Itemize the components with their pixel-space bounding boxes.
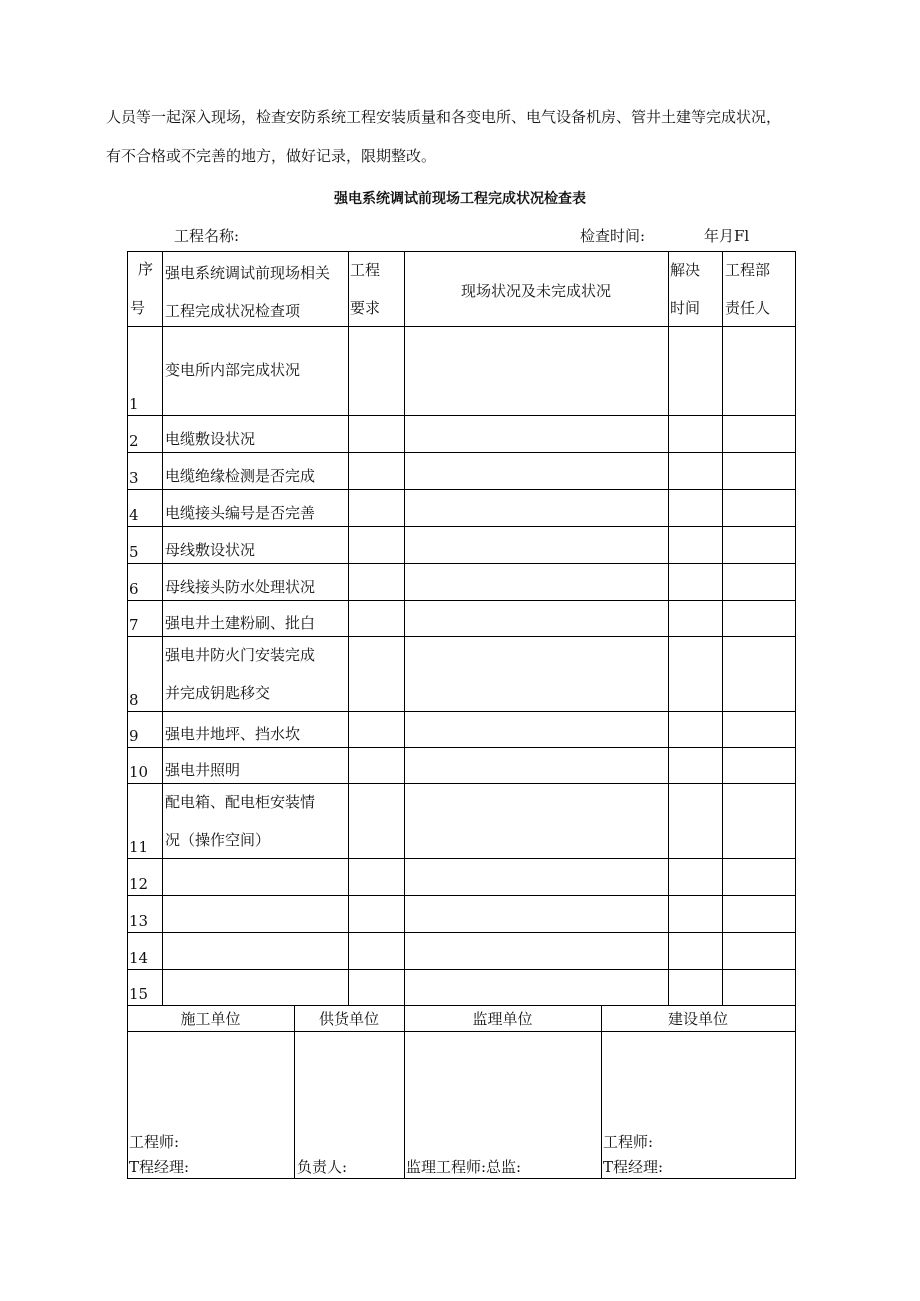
row-item-line2: 并完成钥匙移交 — [165, 684, 271, 702]
row-number: 8 — [129, 691, 139, 709]
row-border — [127, 932, 796, 933]
row-border — [127, 858, 796, 859]
signature-header-border — [127, 1031, 796, 1032]
signature-supervision-engineer-label: 监理工程师:总监: — [406, 1158, 522, 1176]
row-item-line1: 配电箱、配电柜安装情 — [165, 793, 316, 811]
column-border — [348, 251, 349, 1006]
row-item-line2: 况（操作空间） — [165, 831, 271, 849]
row-item: 母线敷设状况 — [165, 541, 256, 559]
row-item: 电缆接头编号是否完善 — [165, 504, 316, 522]
signature-supplier-unit: 供货单位 — [318, 1010, 379, 1028]
row-border — [127, 600, 796, 601]
row-number: 5 — [129, 543, 139, 561]
row-number: 4 — [129, 506, 139, 524]
row-border — [127, 452, 796, 453]
row-item: 强电井地坪、挡水坎 — [165, 725, 301, 743]
header-bottom-border — [127, 326, 796, 327]
column-border — [162, 251, 163, 1006]
header-time-line1: 解决 — [670, 261, 701, 279]
column-border — [127, 251, 128, 1006]
row-number: 15 — [129, 985, 149, 1003]
signature-column-border — [294, 1005, 295, 1179]
row-item-line1: 强电井防火门安装完成 — [165, 646, 316, 664]
column-border — [795, 251, 796, 1006]
row-number: 10 — [129, 763, 149, 781]
row-border — [127, 783, 796, 784]
row-item: 强电井照明 — [165, 761, 241, 779]
header-seq-line1: 序 — [138, 260, 154, 278]
header-item-line2: 工程完成状况检查项 — [165, 302, 301, 320]
signature-column-border — [601, 1005, 602, 1179]
signature-column-border — [795, 1005, 796, 1179]
row-border — [127, 526, 796, 527]
header-item-line1: 强电系统调试前现场相关 — [165, 264, 331, 282]
header-requirement-line2: 要求 — [350, 299, 381, 317]
date-value: 年月Fl — [704, 227, 750, 245]
row-border — [127, 563, 796, 564]
signature-owner-engineer-label: 工程师: — [603, 1133, 654, 1151]
page-title: 强电系统调试前现场工程完成状况检查表 — [334, 191, 586, 207]
row-number: 1 — [129, 395, 139, 413]
row-border — [127, 489, 796, 490]
row-border — [127, 415, 796, 416]
row-border — [127, 1005, 796, 1006]
row-border — [127, 636, 796, 637]
intro-paragraph-line1: 人员等一起深入现场，检查安防系统工程安装质量和各变电所、电气设备机房、管井土建等完成状况， — [106, 108, 782, 126]
row-number: 7 — [129, 616, 139, 634]
header-requirement-line1: 工程 — [350, 261, 381, 279]
signature-column-border — [404, 1005, 405, 1179]
row-border — [127, 747, 796, 748]
header-seq-line2: 号 — [130, 299, 146, 317]
header-time-line2: 时间 — [670, 299, 701, 317]
check-time-label: 检查时间: — [580, 227, 646, 245]
signature-responsible-label: 负责人: — [297, 1158, 348, 1176]
row-number: 11 — [129, 838, 149, 856]
row-border — [127, 711, 796, 712]
column-border — [404, 251, 405, 1006]
table-top-border — [127, 251, 796, 252]
row-number: 12 — [129, 875, 149, 893]
signature-manager-label: T程经理: — [129, 1158, 190, 1176]
row-number: 3 — [129, 469, 139, 487]
row-number: 13 — [129, 912, 149, 930]
row-border — [127, 895, 796, 896]
signature-supervision-unit: 监理单位 — [472, 1010, 533, 1028]
row-border — [127, 969, 796, 970]
row-item: 电缆绝缘检测是否完成 — [165, 467, 316, 485]
intro-paragraph-line2: 有不合格或不完善的地方，做好记录，限期整改。 — [106, 147, 437, 165]
column-border — [668, 251, 669, 1006]
row-item: 变电所内部完成状况 — [165, 361, 301, 379]
row-item: 母线接头防水处理状况 — [165, 578, 316, 596]
row-item: 电缆敷设状况 — [165, 430, 256, 448]
signature-bottom-border — [127, 1178, 796, 1179]
row-item: 强电井土建粉刷、批白 — [165, 614, 316, 632]
header-owner-line2: 责任人 — [725, 299, 771, 317]
row-number: 14 — [129, 949, 149, 967]
row-number: 2 — [129, 432, 139, 450]
signature-engineer-label: 工程师: — [129, 1133, 180, 1151]
header-owner-line1: 工程部 — [725, 261, 771, 279]
header-status: 现场状况及未完成状况 — [460, 282, 611, 300]
row-number: 9 — [129, 727, 139, 745]
signature-column-border — [127, 1005, 128, 1179]
column-border — [722, 251, 723, 1006]
project-name-label: 工程名称: — [174, 227, 240, 245]
signature-owner-manager-label: T程经理: — [603, 1158, 664, 1176]
signature-construction-unit: 施工单位 — [180, 1010, 241, 1028]
signature-owner-unit: 建设单位 — [667, 1010, 728, 1028]
row-number: 6 — [129, 580, 139, 598]
